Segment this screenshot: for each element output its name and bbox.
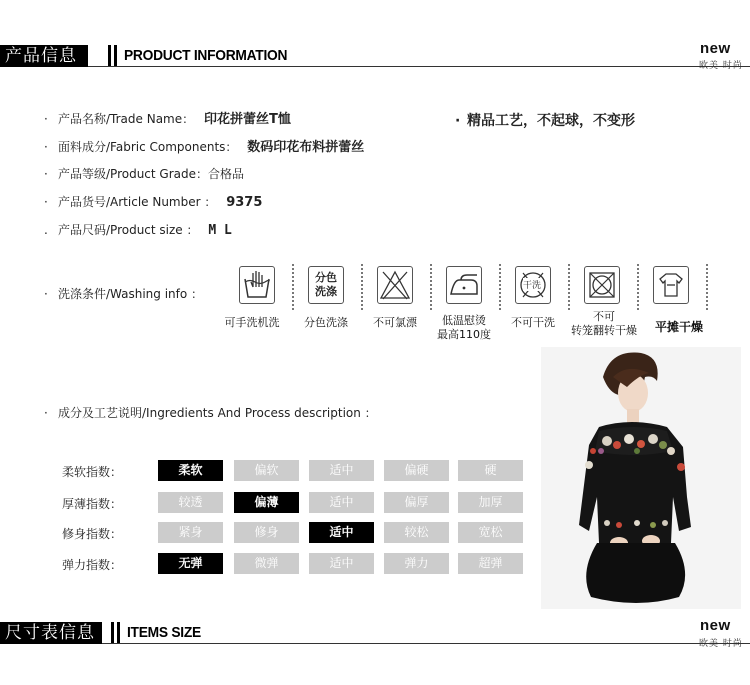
info-value: 数码印花布料拼蕾丝 [247,140,365,155]
wash-separator [706,264,708,310]
index-label: 厚薄指数： [62,497,123,511]
index-option: 修身 [234,522,299,543]
index-label: 柔软指数： [62,465,123,479]
index-option-selected: 柔软 [158,460,223,481]
info-row-trade-name: · 产品名称/Trade Name： 印花拼蕾丝T恤 [44,112,291,127]
info-label: 产品货号/Article Number ： [58,195,217,209]
header-bars-decoration [108,45,120,67]
wash-separator [637,264,639,310]
info-row-fabric: · 面料成分/Fabric Components： 数码印花布料拼蕾丝 [44,140,365,155]
wash-label-low-iron: 低温慰烫 最高110度 [437,314,491,341]
feature-text: 精品工艺，不起球，不变形 [467,113,635,129]
index-option-selected: 无弹 [158,553,223,574]
index-option: 适中 [309,553,374,574]
index-label: 弹力指数： [62,558,123,572]
wash-label-no-dry-clean: 不可干洗 [511,316,555,329]
wash-label-separate: 分色洗涤 [304,316,348,329]
index-option: 适中 [309,492,374,513]
index-option: 偏厚 [384,492,449,513]
info-row-article-number: · 产品货号/Article Number ： 9375 [44,195,263,210]
wash-separator [292,264,294,310]
wash-separator [499,264,501,310]
separate-wash-icon-text: 分色 洗涤 [315,271,337,298]
ingredients-label: 成分及工艺说明/Ingredients And Process description ： [58,406,377,420]
new-logo: new [700,617,731,634]
no-bleach-icon [377,266,413,304]
section-title-items-size-cn: 尺寸表信息 [0,622,102,644]
index-option: 较透 [158,492,223,513]
new-logo-subtitle: 欧美 时尚 [699,639,743,649]
index-option-selected: 适中 [309,522,374,543]
new-logo: new [700,40,731,57]
index-option: 微弹 [234,553,299,574]
section-title-product-info-en: PRODUCT INFORMATION [124,47,288,64]
info-value: 印花拼蕾丝T恤 [203,112,291,127]
index-option: 硬 [458,460,523,481]
index-label: 修身指数： [62,527,123,541]
separate-wash-icon [308,266,344,304]
info-value: 9375 [226,195,263,210]
no-tumble-dry-icon [584,266,620,304]
wash-label-no-bleach: 不可氯漂 [373,316,417,329]
washing-label: 洗涤条件/Washing info ： [58,287,204,301]
index-option: 弹力 [384,553,449,574]
wash-separator [430,264,432,310]
wash-separator [568,264,570,310]
index-option: 宽松 [458,522,523,543]
wash-label-no-tumble-dry: 不可 转笼翻转干燥 [571,310,637,337]
info-label: 产品等级/Product Grade：合格品 [58,167,245,181]
info-label: 面料成分/Fabric Components： [58,140,238,154]
info-label: 产品尺码/Product size ： [58,223,199,237]
dry-flat-icon [653,266,689,304]
wash-label-dry-flat: 平摊干燥 [654,320,703,334]
info-label: 产品名称/Trade Name： [58,112,195,126]
info-value: M L [208,223,232,238]
index-option: 紧身 [158,522,223,543]
header-divider [88,66,750,67]
ingredients-row: · 成分及工艺说明/Ingredients And Process description ： [44,406,377,420]
feature-note: · 精品工艺，不起球，不变形 [455,113,635,129]
index-option: 加厚 [458,492,523,513]
index-option: 超弹 [458,553,523,574]
index-option: 偏硬 [384,460,449,481]
washing-info-row: · 洗涤条件/Washing info ： [44,287,204,301]
header-bars-decoration [111,622,123,644]
no-dry-clean-icon-text: 干洗 [523,278,541,291]
index-option-selected: 偏薄 [234,492,299,513]
header-divider [102,643,750,644]
index-option: 适中 [309,460,374,481]
model-photo [541,347,741,609]
hand-machine-wash-icon [239,266,275,304]
no-dry-clean-icon [515,266,551,304]
wash-separator [361,264,363,310]
new-logo-subtitle: 欧美 时尚 [699,61,743,71]
low-iron-icon [446,266,482,304]
info-row-size: . 产品尺码/Product size ： M L [44,223,232,238]
info-row-grade: · 产品等级/Product Grade：合格品 [44,167,245,181]
index-option: 偏软 [234,460,299,481]
section-title-product-info-cn: 产品信息 [0,45,88,67]
section-title-items-size-en: ITEMS SIZE [127,624,201,641]
index-option: 较松 [384,522,449,543]
wash-label-hand-machine: 可手洗机洗 [224,316,280,329]
